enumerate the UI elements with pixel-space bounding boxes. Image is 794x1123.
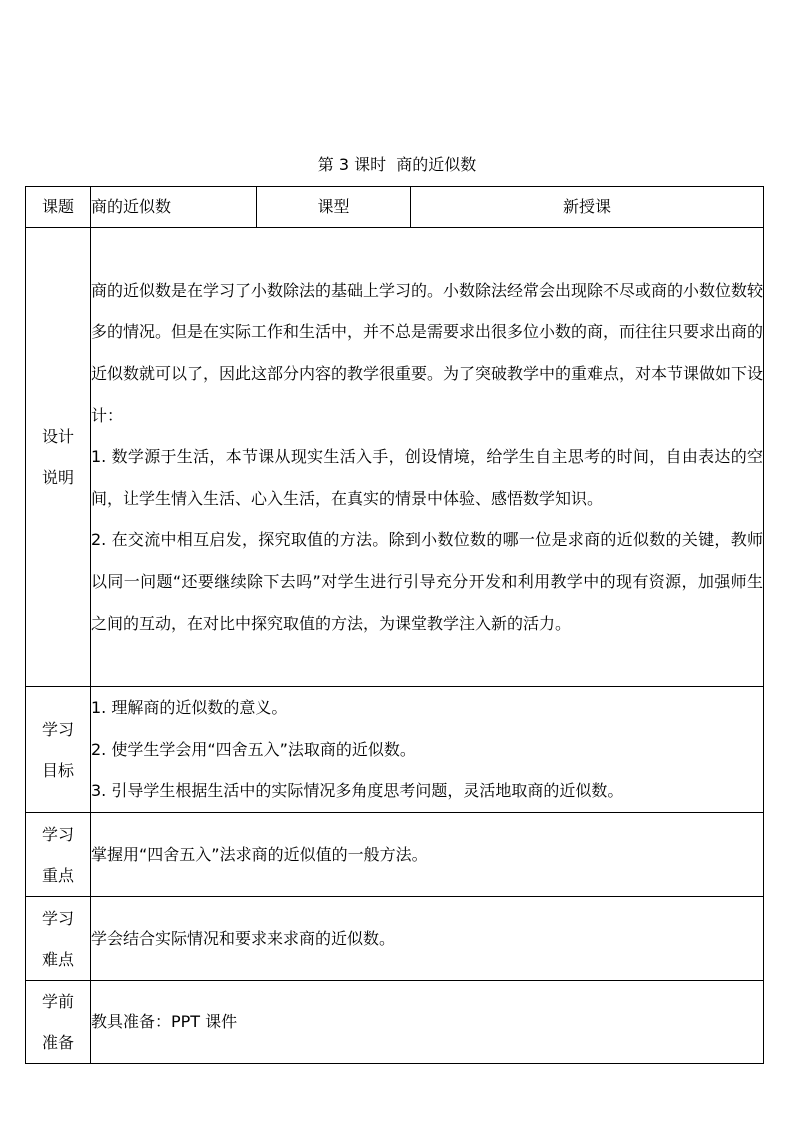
design-label-line1: 设计 xyxy=(41,427,74,446)
difficulties-text: 学会结合实际情况和要求来求商的近似数。 xyxy=(91,928,396,948)
difficulties-row xyxy=(26,897,764,981)
preparation-row xyxy=(26,981,764,1064)
design-paragraph: 1. 数学源于生活，本节课从现实生活入手，创设情境，给学生自主思考的时间，自由表达的空间，让学生情入生活、心入生活，在真实的情景中体验、感悟数学知识。 xyxy=(91,447,763,508)
design-content xyxy=(91,228,764,687)
subject-value: 商的近似数 xyxy=(91,187,257,228)
difficulties-label-line1: 学习 xyxy=(41,908,74,928)
key-points-label-line2: 重点 xyxy=(41,865,74,885)
objectives-label-line1: 学习 xyxy=(41,719,74,739)
preparation-label-line2: 准备 xyxy=(41,1033,74,1052)
objective-item: 1. 理解商的近似数的意义。 xyxy=(91,698,288,718)
key-points-content xyxy=(91,813,764,897)
preparation-label-line1: 学前 xyxy=(41,992,74,1011)
type-label: 课型 xyxy=(257,187,411,228)
key-points-row xyxy=(26,813,764,897)
design-row xyxy=(26,228,764,687)
objectives-content xyxy=(91,687,764,813)
lesson-plan-table xyxy=(25,186,764,1064)
design-label xyxy=(26,228,91,687)
preparation-label xyxy=(26,981,91,1064)
design-paragraph: 商的近似数是在学习了小数除法的基础上学习的。小数除法经常会出现除不尽或商的小数位数较多的情况。但是在实际工作和生活中，并不总是需要求出很多位小数的商，而往往只要求出商的近似数就可以了，因此这部分内容的教学很重要。为了突破教学中的重难点，对本节课做如下设计： xyxy=(91,280,764,425)
design-label-line2: 说明 xyxy=(41,468,74,487)
header-row xyxy=(26,187,764,228)
key-points-label-line1: 学习 xyxy=(41,824,74,844)
key-points-text: 掌握用“四舍五入”法求商的近似值的一般方法。 xyxy=(91,844,428,864)
preparation-text: 教具准备：PPT 课件 xyxy=(91,1012,238,1031)
difficulties-label-line2: 难点 xyxy=(41,949,74,969)
objective-item: 2. 使学生学会用“四舍五入”法取商的近似数。 xyxy=(91,739,416,759)
objectives-row xyxy=(26,687,764,813)
page-title: 第 3 课时 商的近似数 xyxy=(317,155,477,174)
objectives-label-line2: 目标 xyxy=(41,760,74,780)
difficulties-content xyxy=(91,897,764,981)
preparation-content xyxy=(91,981,764,1064)
objectives-label xyxy=(26,687,91,813)
subject-label: 课题 xyxy=(26,187,91,228)
design-paragraph: 2. 在交流中相互启发，探究取值的方法。除到小数位数的哪一位是求商的近似数的关键，教师以同一问题“还要继续除下去吗”对学生进行引导充分开发和利用教学中的现有资源，加强师生之间的互动，在对比中探究取值的方法，为课堂教学注入新的活力。 xyxy=(91,530,763,633)
key-points-label xyxy=(26,813,91,897)
difficulties-label xyxy=(26,897,91,981)
objective-item: 3. 引导学生根据生活中的实际情况多角度思考问题，灵活地取商的近似数。 xyxy=(91,781,624,801)
type-value: 新授课 xyxy=(411,187,764,228)
